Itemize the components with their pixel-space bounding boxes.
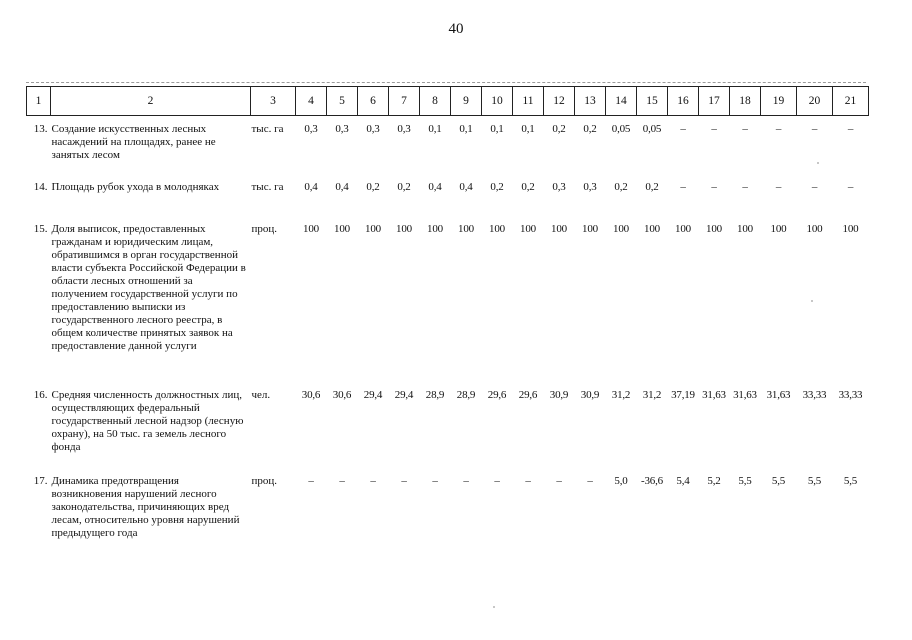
value-cell: 31,63	[702, 388, 726, 401]
unit-of-measure: проц.	[251, 474, 278, 487]
indicator-description: Площадь рубок ухода в молодняках	[51, 180, 220, 193]
value-cell: 0,2	[645, 180, 659, 193]
value-cell: 0,1	[521, 123, 535, 135]
header-cell: 18	[730, 87, 761, 116]
value-cell: 100	[770, 222, 787, 235]
header-cell: 1	[27, 87, 51, 116]
table-row	[27, 216, 869, 382]
value-cell: 28,9	[456, 388, 476, 401]
value-cell: 30,6	[301, 388, 321, 401]
value-cell: 5,5	[738, 474, 752, 487]
value-cell: 100	[806, 222, 823, 235]
header-row	[27, 87, 869, 116]
value-cell: 30,9	[549, 388, 569, 401]
header-cell: 9	[451, 87, 482, 116]
header-cell: 8	[420, 87, 451, 116]
value-cell: 100	[520, 222, 536, 235]
value-cell: 100	[458, 222, 474, 235]
value-cell: 100	[613, 222, 629, 235]
value-cell: 0,3	[304, 123, 318, 135]
header-cell: 3	[251, 87, 296, 116]
header-cell: 11	[513, 87, 544, 116]
value-cell: –	[432, 474, 438, 487]
value-cell: 100	[842, 222, 859, 235]
value-cell: 33,33	[802, 388, 827, 401]
header-cell: 21	[833, 87, 869, 116]
value-cell: 0,1	[459, 123, 473, 135]
value-cell: 0,3	[335, 123, 349, 135]
value-cell: 0,4	[304, 180, 318, 193]
value-cell: –	[308, 474, 314, 487]
value-cell: –	[525, 474, 531, 487]
row-number: 14.	[33, 180, 48, 193]
header-cell: 2	[51, 87, 251, 116]
value-cell: 0,2	[583, 123, 597, 135]
value-cell: 28,9	[425, 388, 445, 401]
table-header	[27, 87, 869, 116]
value-cell: 100	[365, 222, 381, 235]
row-number: 15.	[33, 222, 48, 235]
header-cell: 16	[668, 87, 699, 116]
value-cell: 100	[737, 222, 753, 235]
value-cell: –	[463, 474, 469, 487]
value-cell: 100	[334, 222, 350, 235]
header-rule	[26, 82, 866, 84]
value-cell: 0,4	[428, 180, 442, 193]
value-cell: 100	[675, 222, 691, 235]
value-cell: –	[339, 474, 345, 487]
value-cell: 5,2	[707, 474, 721, 487]
value-cell: –	[680, 123, 686, 135]
value-cell: –	[847, 180, 854, 193]
value-cell: 0,1	[490, 123, 504, 135]
header-cell: 13	[575, 87, 606, 116]
value-cell: –	[742, 180, 748, 193]
header-cell: 10	[482, 87, 513, 116]
value-cell: 29,6	[518, 388, 538, 401]
header-cell: 4	[296, 87, 327, 116]
value-cell: 30,6	[332, 388, 352, 401]
header-cell: 19	[761, 87, 797, 116]
row-number: 16.	[33, 388, 48, 401]
table-row	[27, 174, 869, 216]
value-cell: –	[811, 180, 818, 193]
header-cell: 6	[358, 87, 389, 116]
header-cell: 7	[389, 87, 420, 116]
value-cell: 0,05	[611, 123, 631, 135]
value-cell: 0,2	[366, 180, 380, 193]
value-cell: 0,3	[397, 123, 411, 135]
value-cell: –	[370, 474, 376, 487]
value-cell: 0,2	[397, 180, 411, 193]
table-row	[27, 468, 869, 548]
indicator-description: Создание искусственных лесных насаждений на площадях, ранее не занятых лесом	[51, 123, 216, 161]
value-cell: 0,4	[335, 180, 349, 193]
value-cell: –	[711, 123, 717, 135]
indicator-table	[26, 86, 869, 548]
value-cell: 0,3	[366, 123, 380, 135]
value-cell: 31,63	[733, 388, 757, 401]
value-cell: –	[811, 123, 818, 135]
value-cell: 100	[706, 222, 722, 235]
value-cell: 5,4	[676, 474, 690, 487]
value-cell: 100	[551, 222, 567, 235]
value-cell: 100	[396, 222, 412, 235]
value-cell: –	[775, 123, 782, 135]
value-cell: 31,63	[766, 388, 791, 401]
row-number: 17.	[33, 474, 48, 487]
header-cell: 15	[637, 87, 668, 116]
value-cell: –	[556, 474, 562, 487]
value-cell: 5,0	[614, 474, 628, 487]
value-cell: 5,5	[807, 474, 822, 487]
value-cell: 0,1	[428, 123, 442, 135]
value-cell: 100	[582, 222, 598, 235]
value-cell: 100	[489, 222, 505, 235]
value-cell: 0,2	[552, 123, 566, 135]
header-cell: 5	[327, 87, 358, 116]
value-cell: –	[680, 180, 686, 193]
value-cell: 37,19	[671, 388, 695, 401]
value-cell: –	[847, 123, 854, 135]
value-cell: 5,5	[771, 474, 786, 487]
value-cell: 0,05	[642, 123, 662, 135]
value-cell: 29,6	[487, 388, 507, 401]
value-cell: 0,3	[583, 180, 597, 193]
value-cell: 29,4	[363, 388, 383, 401]
value-cell: 100	[303, 222, 319, 235]
value-cell: 31,2	[611, 388, 631, 401]
scan-speck	[817, 162, 819, 164]
value-cell: 5,5	[843, 474, 858, 487]
scan-speck	[493, 606, 495, 608]
unit-of-measure: тыс. га	[251, 123, 284, 135]
header-cell: 12	[544, 87, 575, 116]
value-cell: 100	[427, 222, 443, 235]
value-cell: –	[587, 474, 593, 487]
value-cell: 31,2	[642, 388, 662, 401]
value-cell: –	[742, 123, 748, 135]
value-cell: 100	[644, 222, 660, 235]
value-cell: –	[401, 474, 407, 487]
page-number: 40	[448, 21, 464, 37]
value-cell: 30,9	[580, 388, 600, 401]
value-cell: –	[494, 474, 500, 487]
value-cell: 29,4	[394, 388, 414, 401]
value-cell: 0,2	[614, 180, 628, 193]
value-cell: –	[711, 180, 717, 193]
unit-of-measure: проц.	[251, 222, 278, 235]
value-cell: 0,4	[459, 180, 473, 193]
value-cell: -36,6	[641, 474, 663, 487]
unit-of-measure: чел.	[251, 388, 271, 401]
indicator-description: Средняя численность должностных лиц, осуществляющих федеральный государственный лесной надзор (лесную охрану), на 50 тыс. га земель лесного фонда	[51, 388, 244, 453]
scan-speck	[811, 300, 813, 302]
table-body	[27, 116, 869, 548]
row-number: 13.	[33, 123, 48, 135]
indicator-description: Доля выписок, предоставленных гражданам и юридическим лицам, обратившимся в орган государственной власти субъекта Российской Федерации в области лесных отношений за получением государственной услуги по предоставлению выписки из государственного лесного реестра, в общем количестве принятых заявок на предоставление данной услуги	[51, 222, 246, 352]
value-cell: 0,3	[552, 180, 566, 193]
value-cell: 0,2	[490, 180, 504, 193]
table-row	[27, 382, 869, 468]
header-cell: 14	[606, 87, 637, 116]
value-cell: 33,33	[838, 388, 863, 401]
value-cell: –	[775, 180, 782, 193]
table-row	[27, 116, 869, 174]
header-cell: 20	[797, 87, 833, 116]
unit-of-measure: тыс. га	[251, 180, 284, 193]
value-cell: 0,2	[521, 180, 535, 193]
header-cell: 17	[699, 87, 730, 116]
indicator-description: Динамика предотвращения возникновения нарушений лесного законодательства, причиняющих вред лесам, относительно уровня нарушений предыдущего года	[51, 474, 240, 539]
